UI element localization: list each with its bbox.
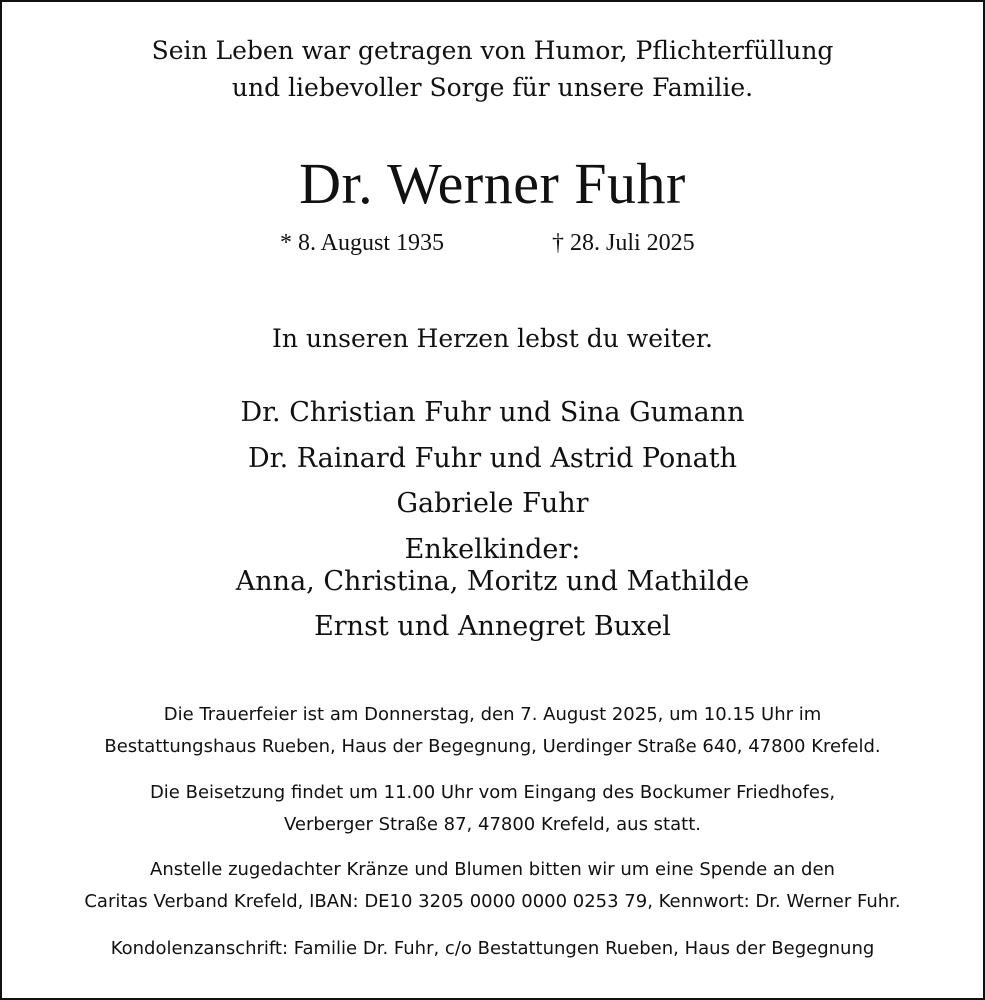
mourner-line-2: Dr. Rainard Fuhr und Astrid Ponath <box>247 443 737 474</box>
donation-line-1: Anstelle zugedachter Kränze und Blumen bitten wir um eine Spende an den <box>150 859 835 880</box>
donation-line-2: Caritas Verband Krefeld, IBAN: DE10 3205 0000 0000 0253 79, Kennwort: Dr. Werner Fuhr. <box>84 891 901 912</box>
motto-line-2: und liebevoller Sorge für unsere Familie. <box>231 73 754 102</box>
farewell-line: In unseren Herzen lebst du weiter. <box>272 324 713 353</box>
grandchildren-names: Anna, Christina, Moritz und Mathilde <box>235 566 750 597</box>
mourner-line-1: Dr. Christian Fuhr und Sina Gumann <box>240 397 745 428</box>
mourner-line-3: Gabriele Fuhr <box>396 488 589 519</box>
motto-line-1: Sein Leben war getragen von Humor, Pflichterfüllung <box>151 36 834 65</box>
service-line-1: Die Trauerfeier ist am Donnerstag, den 7. August 2025, um 10.15 Uhr im <box>163 704 822 725</box>
mourner-line-4: Ernst und Annegret Buxel <box>314 611 671 642</box>
birth-date: * 8. August 1935 <box>280 230 445 256</box>
death-date: † 28. Juli 2025 <box>552 230 695 256</box>
condolence-address: Kondolenzanschrift: Familie Dr. Fuhr, c/o Bestattungen Rueben, Haus der Begegnung <box>110 938 875 959</box>
burial-line-1: Die Beisetzung findet um 11.00 Uhr vom Eingang des Bockumer Friedhofes, <box>149 782 836 803</box>
service-line-2: Bestattungshaus Rueben, Haus der Begegnung, Uerdinger Straße 640, 47800 Krefeld. <box>104 736 881 757</box>
grandchildren-label: Enkelkinder: <box>404 534 581 565</box>
deceased-name: Dr. Werner Fuhr <box>299 151 686 216</box>
burial-line-2: Verberger Straße 87, 47800 Krefeld, aus statt. <box>284 814 701 835</box>
